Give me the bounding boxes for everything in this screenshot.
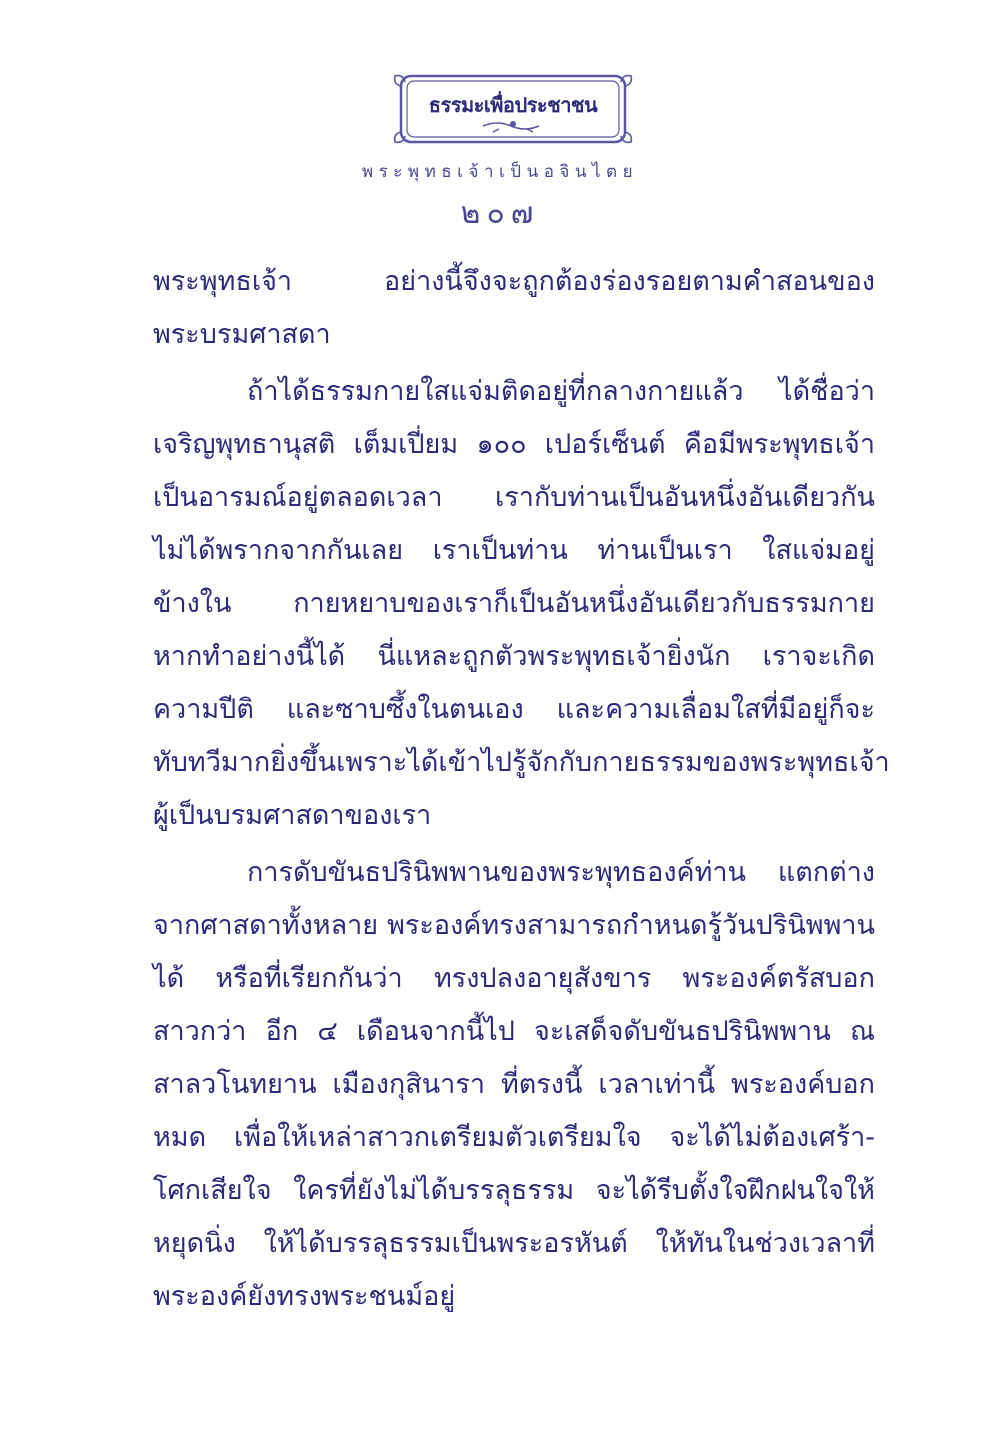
text-line: หมด เพื่อให้เหล่าสาวกเตรียมตัวเตรียมใจ จะได้ไม่ต้องเศร้า- [153, 1122, 875, 1153]
text-line: เจริญพุทธานุสติ เต็มเปี่ยม ๑๐๐ เปอร์เซ็นต์ คือมีพระพุทธเจ้า [153, 429, 875, 460]
paragraph [153, 259, 875, 365]
text-line: หากทำอย่างนี้ได้ นี่แหละถูกตัวพระพุทธเจ้ายิ่งนัก เราจะเกิด [153, 641, 875, 672]
text-line: พระพุทธเจ้า อย่างนี้จึงจะถูกต้องร่องรอยตามคำสอนของ [153, 266, 875, 297]
text-line: สาวกว่า อีก ๔ เดือนจากนี้ไป จะเสด็จดับขันธปรินิพพาน ณ [153, 1016, 875, 1047]
text-line: ความปีติ และซาบซึ้งในตนเอง และความเลื่อมใสที่มีอยู่ก็จะ [153, 694, 875, 725]
page-number: ๒๐๗ [460, 196, 540, 231]
text-line: ผู้เป็นบรมศาสดาของเรา [153, 800, 432, 831]
page-header [0, 0, 1000, 240]
text-line: ถ้าได้ธรรมกายใสแจ่มติดอยู่ที่กลางกายแล้ว ได้ชื่อว่า [247, 376, 875, 407]
text-line: เป็นอารมณ์อยู่ตลอดเวลา เรากับท่านเป็นอันหนึ่งอันเดียวกัน [153, 482, 875, 513]
logo-title: ธรรมะเพื่อประชาชน [428, 93, 598, 117]
text-line: พระองค์ยังทรงพระชนม์อยู่ [153, 1281, 456, 1312]
text-line: ทับทวีมากยิ่งขึ้นเพราะได้เข้าไปรู้จักกับกายธรรมของพระพุทธเจ้า [153, 747, 890, 778]
book-title: พระพุทธเจ้าเป็นอจินไตย [361, 162, 639, 182]
text-line: พระบรมศาสดา [153, 319, 331, 350]
text-line: โศกเสียใจ ใครที่ยังไม่ได้บรรลุธรรม จะได้รีบตั้งใจฝึกฝนใจให้ [153, 1175, 875, 1206]
paragraph [153, 369, 890, 846]
text-line: ได้ หรือที่เรียกกันว่า ทรงปลงอายุสังขาร พระองค์ตรัสบอก [153, 963, 875, 994]
text-line: ข้างใน กายหยาบของเราก็เป็นอันหนึ่งอันเดียวกับธรรมกาย [153, 588, 875, 619]
text-line: จากศาสดาทั้งหลาย พระองค์ทรงสามารถกำหนดรู้วันปรินิพพาน [153, 910, 875, 941]
text-line: สาลวโนทยาน เมืองกุสินารา ที่ตรงนี้ เวลาเท่านี้ พระองค์บอก [153, 1069, 875, 1100]
body-text [153, 259, 890, 1327]
text-line: การดับขันธปรินิพพานของพระพุทธองค์ท่าน แตกต่าง [247, 857, 875, 888]
text-line: หยุดนิ่ง ให้ได้บรรลุธรรมเป็นพระอรหันต์ ให้ทันในช่วงเวลาที่ [153, 1228, 875, 1259]
book-series-logo [391, 72, 635, 152]
text-line: ไม่ได้พรากจากกันเลย เราเป็นท่าน ท่านเป็นเรา ใสแจ่มอยู่ [153, 535, 875, 566]
paragraph [153, 850, 875, 1327]
